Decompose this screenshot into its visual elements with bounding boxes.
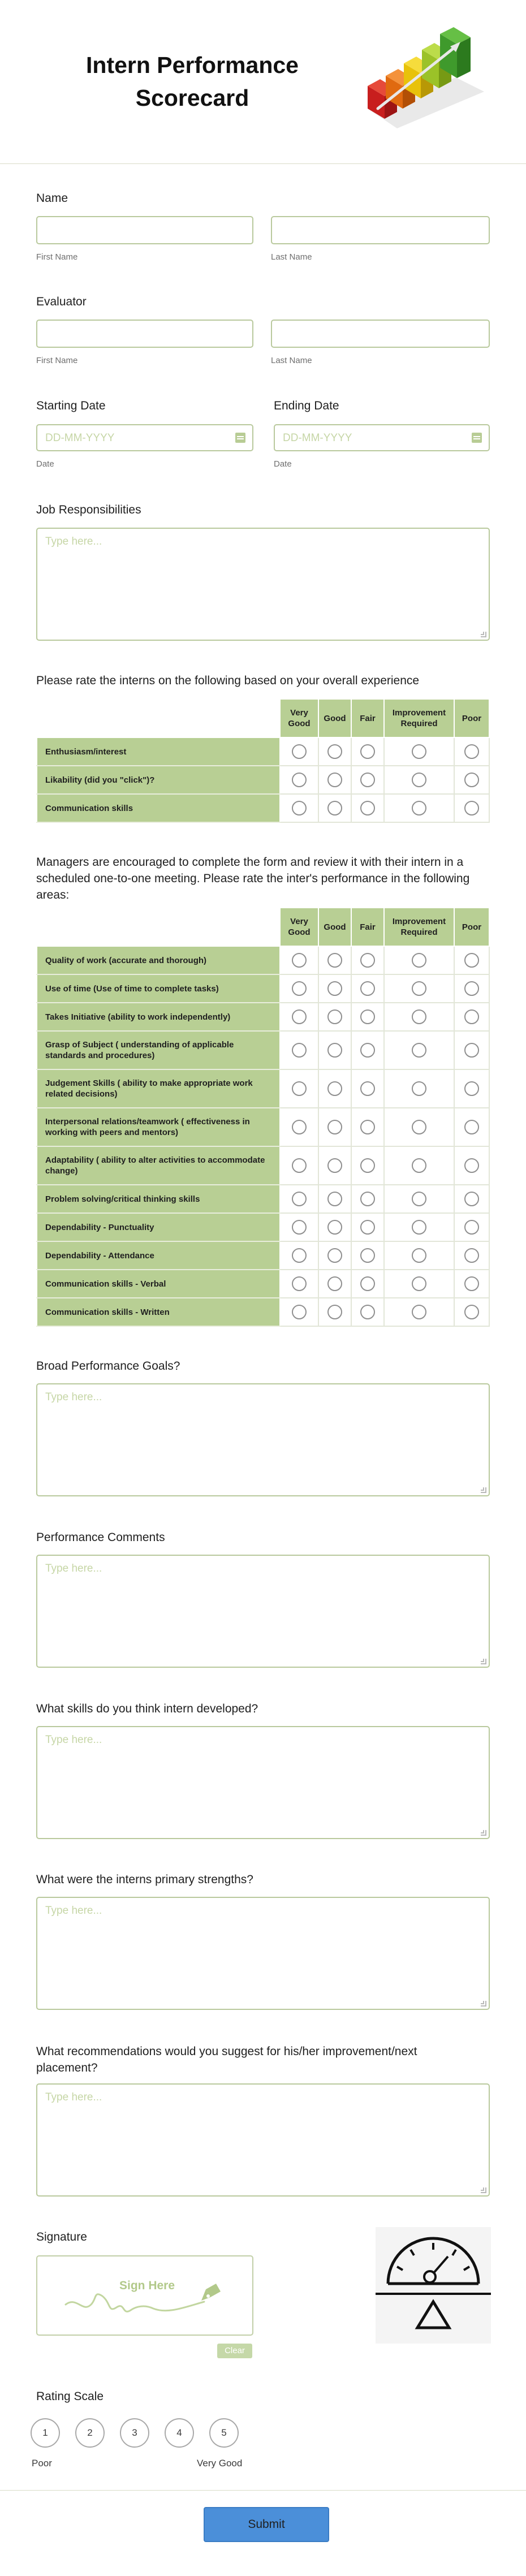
radio-button[interactable] [464, 1158, 479, 1173]
name-label: Name [36, 192, 68, 205]
rating-option-1[interactable]: 1 [31, 2418, 60, 2448]
matrix-cell [384, 1298, 454, 1326]
resize-handle-icon[interactable] [481, 2001, 486, 2007]
matrix-cell [351, 1146, 384, 1185]
matrix-row-label: Takes Initiative (ability to work independently) [37, 1003, 280, 1031]
radio-button[interactable] [327, 953, 342, 968]
matrix-row [37, 1146, 489, 1185]
matrix-cell [280, 737, 318, 766]
matrix-row-label: Communication skills [37, 794, 280, 822]
rating-option-4[interactable]: 4 [165, 2418, 194, 2448]
matrix-cell [454, 1069, 489, 1108]
radio-button[interactable] [292, 744, 307, 759]
last-name-sublabel: Last Name [271, 252, 312, 262]
submit-button[interactable]: Submit [204, 2507, 329, 2542]
last-name-input[interactable] [271, 216, 490, 244]
recommendations-label: What recommendations would you suggest for his/her improvement/next placement? [36, 2045, 417, 2074]
radio-button[interactable] [464, 1192, 479, 1206]
radio-button[interactable] [464, 1305, 479, 1319]
matrix-cell [318, 1270, 351, 1298]
matrix-cell [384, 1069, 454, 1108]
matrix-column-header: Poor [454, 908, 489, 946]
matrix-cell [351, 1241, 384, 1270]
resize-handle-icon[interactable] [481, 1487, 486, 1493]
job-responsibilities-textarea[interactable] [36, 528, 490, 641]
matrix-cell [384, 1270, 454, 1298]
radio-button[interactable] [360, 1220, 375, 1235]
radio-button[interactable] [292, 773, 307, 787]
rating-max-label: Very Good [197, 2458, 243, 2469]
skills-textarea[interactable] [36, 1726, 490, 1839]
radio-button[interactable] [327, 1081, 342, 1096]
radio-button[interactable] [412, 1276, 426, 1291]
matrix-cell [318, 1003, 351, 1031]
matrix-row-label: Grasp of Subject ( understanding of applicable standards and procedures) [37, 1031, 280, 1069]
matrix-column-header: Very Good [280, 908, 318, 946]
matrix-cell [318, 1069, 351, 1108]
clear-signature-button[interactable]: Clear [217, 2344, 252, 2358]
matrix-cell [384, 1108, 454, 1146]
radio-button[interactable] [292, 1120, 307, 1134]
matrix-cell [351, 1298, 384, 1326]
radio-button[interactable] [292, 1158, 307, 1173]
rating-option-3[interactable]: 3 [120, 2418, 149, 2448]
radio-button[interactable] [292, 1009, 307, 1024]
recommendations-placeholder: Type here... [45, 2091, 102, 2103]
comments-label: Performance Comments [36, 1531, 165, 1544]
radio-button[interactable] [292, 1043, 307, 1058]
matrix-cell [351, 974, 384, 1003]
radio-button[interactable] [292, 1220, 307, 1235]
matrix-cell [454, 794, 489, 822]
matrix-cell [280, 794, 318, 822]
matrix-cell [351, 1031, 384, 1069]
matrix-cell [318, 974, 351, 1003]
radio-button[interactable] [412, 773, 426, 787]
radio-button[interactable] [327, 981, 342, 996]
matrix-cell [318, 1213, 351, 1241]
matrix-row [37, 1185, 489, 1213]
radio-button[interactable] [412, 1120, 426, 1134]
gauge-scale-icon [376, 2227, 491, 2344]
matrix-cell [351, 737, 384, 766]
matrix-cell [318, 1031, 351, 1069]
radio-button[interactable] [464, 801, 479, 815]
radio-button[interactable] [412, 1158, 426, 1173]
starting-date-label: Starting Date [36, 399, 106, 412]
matrix-cell [384, 794, 454, 822]
matrix-row-label: Dependability - Punctuality [37, 1213, 280, 1241]
radio-button[interactable] [292, 1276, 307, 1291]
matrix-cell [280, 1146, 318, 1185]
matrix-column-header: Good [318, 699, 351, 737]
matrix-row-label: Adaptability ( ability to alter activities to accommodate change) [37, 1146, 280, 1185]
radio-button[interactable] [464, 1276, 479, 1291]
matrix-row-label: Judgement Skills ( ability to make appropriate work related decisions) [37, 1069, 280, 1108]
radio-button[interactable] [412, 953, 426, 968]
skills-placeholder: Type here... [45, 1734, 102, 1746]
matrix-column-header: Fair [351, 699, 384, 737]
first-name-sublabel: First Name [36, 252, 78, 262]
matrix-cell [318, 1146, 351, 1185]
resize-handle-icon[interactable] [481, 2187, 486, 2193]
matrix-cell [280, 1031, 318, 1069]
radio-button[interactable] [464, 1248, 479, 1263]
matrix-row [37, 1108, 489, 1146]
matrix-column-header: Very Good [280, 699, 318, 737]
matrix-cell [280, 1003, 318, 1031]
radio-button[interactable] [412, 1081, 426, 1096]
matrix-cell [454, 1003, 489, 1031]
matrix-cell [384, 1241, 454, 1270]
matrix2-question: Managers are encouraged to complete the form and review it with their intern in a scheduled one-to-one meeting. Please rate the inter's performance in the following areas: [36, 856, 470, 901]
evaluator-first-name-sublabel: First Name [36, 356, 78, 365]
matrix-row [37, 974, 489, 1003]
matrix-row-label: Communication skills - Written [37, 1298, 280, 1326]
matrix-cell [384, 737, 454, 766]
matrix-cell [318, 1185, 351, 1213]
goals-label: Broad Performance Goals? [36, 1360, 180, 1373]
resize-handle-icon[interactable] [481, 1830, 486, 1836]
radio-button[interactable] [327, 1192, 342, 1206]
matrix-cell [454, 946, 489, 974]
matrix-row [37, 1270, 489, 1298]
radio-button[interactable] [412, 1192, 426, 1206]
matrix-column-header: Fair [351, 908, 384, 946]
radio-button[interactable] [360, 1158, 375, 1173]
starting-date-sublabel: Date [36, 459, 54, 469]
matrix-cell [454, 1185, 489, 1213]
ending-date-sublabel: Date [274, 459, 292, 469]
rating-scale-label: Rating Scale [36, 2390, 104, 2403]
radio-button[interactable] [327, 1220, 342, 1235]
matrix-row [37, 1298, 489, 1326]
matrix1-question: Please rate the interns on the following based on your overall experience [36, 674, 420, 687]
matrix-cell [280, 946, 318, 974]
matrix-row-label: Likability (did you "click")? [37, 766, 280, 794]
evaluator-last-name-input[interactable] [271, 320, 490, 348]
matrix-cell [351, 1185, 384, 1213]
evaluator-last-name-sublabel: Last Name [271, 356, 312, 365]
matrix-cell [280, 1213, 318, 1241]
matrix-cell [351, 766, 384, 794]
matrix-cell [454, 974, 489, 1003]
radio-button[interactable] [292, 1192, 307, 1206]
radio-button[interactable] [292, 1305, 307, 1319]
signature-label: Signature [36, 2230, 87, 2243]
form-header [0, 0, 526, 164]
matrix-cell [454, 1298, 489, 1326]
starting-date-placeholder: DD-MM-YYYY [45, 432, 115, 444]
matrix-cell [280, 1270, 318, 1298]
radio-button[interactable] [464, 981, 479, 996]
matrix-row [37, 1031, 489, 1069]
rating-matrix-overall [36, 698, 490, 823]
job-responsibilities-placeholder: Type here... [45, 536, 102, 547]
comments-textarea[interactable] [36, 1555, 490, 1668]
matrix-cell [384, 1185, 454, 1213]
radio-button[interactable] [327, 1158, 342, 1173]
matrix-cell [280, 1185, 318, 1213]
matrix-cell [318, 946, 351, 974]
matrix-cell [384, 766, 454, 794]
matrix-cell [454, 737, 489, 766]
radio-button[interactable] [327, 1120, 342, 1134]
radio-button[interactable] [464, 1009, 479, 1024]
radio-button[interactable] [360, 1043, 375, 1058]
matrix-row-label: Problem solving/critical thinking skills [37, 1185, 280, 1213]
matrix-cell [454, 766, 489, 794]
matrix-cell [384, 946, 454, 974]
radio-button[interactable] [360, 1248, 375, 1263]
matrix-cell [384, 1213, 454, 1241]
radio-button[interactable] [292, 981, 307, 996]
matrix-cell [280, 1108, 318, 1146]
matrix-cell [351, 1213, 384, 1241]
radio-button[interactable] [360, 1192, 375, 1206]
matrix-column-header: Improvement Required [384, 699, 454, 737]
matrix-row [37, 766, 489, 794]
matrix-cell [351, 1108, 384, 1146]
matrix-row [37, 794, 489, 822]
matrix-cell [351, 794, 384, 822]
radio-button[interactable] [327, 1248, 342, 1263]
matrix-cell [454, 1108, 489, 1146]
matrix-cell [454, 1031, 489, 1069]
radio-button[interactable] [360, 1305, 375, 1319]
matrix-row-label: Use of time (Use of time to complete tasks) [37, 974, 280, 1003]
matrix-cell [384, 1003, 454, 1031]
matrix-cell [454, 1241, 489, 1270]
radio-button[interactable] [292, 953, 307, 968]
rating-option-5[interactable]: 5 [209, 2418, 239, 2448]
skills-label: What skills do you think intern developed? [36, 1702, 258, 1715]
rating-matrix-performance [36, 907, 490, 1327]
radio-button[interactable] [360, 1009, 375, 1024]
matrix-row-label: Quality of work (accurate and thorough) [37, 946, 280, 974]
strengths-label: What were the interns primary strengths? [36, 1873, 253, 1886]
matrix-cell [318, 766, 351, 794]
radio-button[interactable] [360, 1276, 375, 1291]
first-name-input[interactable] [36, 216, 253, 244]
matrix-cell [318, 1108, 351, 1146]
calendar-icon[interactable] [472, 433, 482, 443]
radio-button[interactable] [412, 1305, 426, 1319]
matrix-cell [351, 1003, 384, 1031]
radio-button[interactable] [412, 744, 426, 759]
radio-button[interactable] [327, 744, 342, 759]
signature-pad[interactable] [36, 2255, 253, 2336]
radio-button[interactable] [464, 1120, 479, 1134]
starting-date-input[interactable] [36, 424, 253, 451]
radio-button[interactable] [360, 801, 375, 815]
matrix-cell [318, 794, 351, 822]
radio-button[interactable] [327, 801, 342, 815]
footer-divider [0, 2490, 526, 2491]
ending-date-input[interactable] [274, 424, 490, 451]
matrix-column-header: Poor [454, 699, 489, 737]
matrix-row-label: Interpersonal relations/teamwork ( effectiveness in working with peers and mentors) [37, 1108, 280, 1146]
radio-button[interactable] [292, 801, 307, 815]
matrix-column-header: Improvement Required [384, 908, 454, 946]
radio-button[interactable] [360, 773, 375, 787]
bar-chart-growth-icon [360, 24, 490, 137]
matrix-row [37, 1241, 489, 1270]
matrix-cell [280, 1241, 318, 1270]
radio-button[interactable] [327, 773, 342, 787]
matrix-row-label: Communication skills - Verbal [37, 1270, 280, 1298]
radio-button[interactable] [327, 1305, 342, 1319]
matrix-cell [454, 1213, 489, 1241]
radio-button[interactable] [412, 981, 426, 996]
form-title: Intern Performance Scorecard [86, 52, 299, 111]
sign-here-text: Sign Here [119, 2279, 175, 2292]
goals-textarea[interactable] [36, 1383, 490, 1496]
evaluator-first-name-input[interactable] [36, 320, 253, 348]
radio-button[interactable] [292, 1081, 307, 1096]
matrix-cell [280, 766, 318, 794]
matrix-cell [384, 1031, 454, 1069]
radio-button[interactable] [412, 1009, 426, 1024]
resize-handle-icon[interactable] [481, 1659, 486, 1664]
radio-button[interactable] [360, 981, 375, 996]
matrix-cell [318, 737, 351, 766]
matrix-cell [351, 1069, 384, 1108]
ending-date-label: Ending Date [274, 399, 339, 412]
job-responsibilities-label: Job Responsibilities [36, 503, 141, 516]
radio-button[interactable] [464, 744, 479, 759]
comments-placeholder: Type here... [45, 1563, 102, 1574]
matrix-corner [37, 699, 280, 737]
matrix-cell [318, 1241, 351, 1270]
radio-button[interactable] [292, 1248, 307, 1263]
matrix-cell [280, 1298, 318, 1326]
matrix-corner [37, 908, 280, 946]
radio-button[interactable] [464, 1220, 479, 1235]
matrix-cell [318, 1298, 351, 1326]
matrix-row [37, 737, 489, 766]
radio-button[interactable] [360, 1120, 375, 1134]
matrix-row-label: Dependability - Attendance [37, 1241, 280, 1270]
strengths-textarea[interactable] [36, 1897, 490, 2010]
matrix-column-header: Good [318, 908, 351, 946]
matrix-cell [454, 1146, 489, 1185]
matrix-cell [384, 1146, 454, 1185]
radio-button[interactable] [412, 801, 426, 815]
radio-button[interactable] [327, 1043, 342, 1058]
strengths-placeholder: Type here... [45, 1905, 102, 1917]
rating-option-2[interactable]: 2 [75, 2418, 105, 2448]
radio-button[interactable] [360, 1081, 375, 1096]
matrix-row [37, 946, 489, 974]
matrix-row [37, 1213, 489, 1241]
radio-button[interactable] [412, 1220, 426, 1235]
matrix-cell [280, 1069, 318, 1108]
radio-button[interactable] [464, 1043, 479, 1058]
matrix-cell [351, 946, 384, 974]
radio-button[interactable] [327, 1276, 342, 1291]
radio-button[interactable] [412, 1248, 426, 1263]
radio-button[interactable] [464, 773, 479, 787]
rating-min-label: Poor [32, 2458, 52, 2469]
matrix-row [37, 1069, 489, 1108]
radio-button[interactable] [464, 953, 479, 968]
goals-placeholder: Type here... [45, 1391, 102, 1403]
matrix-row-label: Enthusiasm/interest [37, 737, 280, 766]
matrix-row [37, 1003, 489, 1031]
radio-button[interactable] [360, 953, 375, 968]
radio-button[interactable] [327, 1009, 342, 1024]
radio-button[interactable] [360, 744, 375, 759]
radio-button[interactable] [412, 1043, 426, 1058]
matrix-cell [351, 1270, 384, 1298]
matrix-cell [384, 974, 454, 1003]
resize-handle-icon[interactable] [481, 632, 486, 637]
matrix-cell [454, 1270, 489, 1298]
calendar-icon[interactable] [235, 433, 245, 443]
ending-date-placeholder: DD-MM-YYYY [283, 432, 352, 444]
evaluator-label: Evaluator [36, 295, 87, 308]
radio-button[interactable] [464, 1081, 479, 1096]
recommendations-textarea[interactable] [36, 2083, 490, 2197]
matrix-cell [280, 974, 318, 1003]
